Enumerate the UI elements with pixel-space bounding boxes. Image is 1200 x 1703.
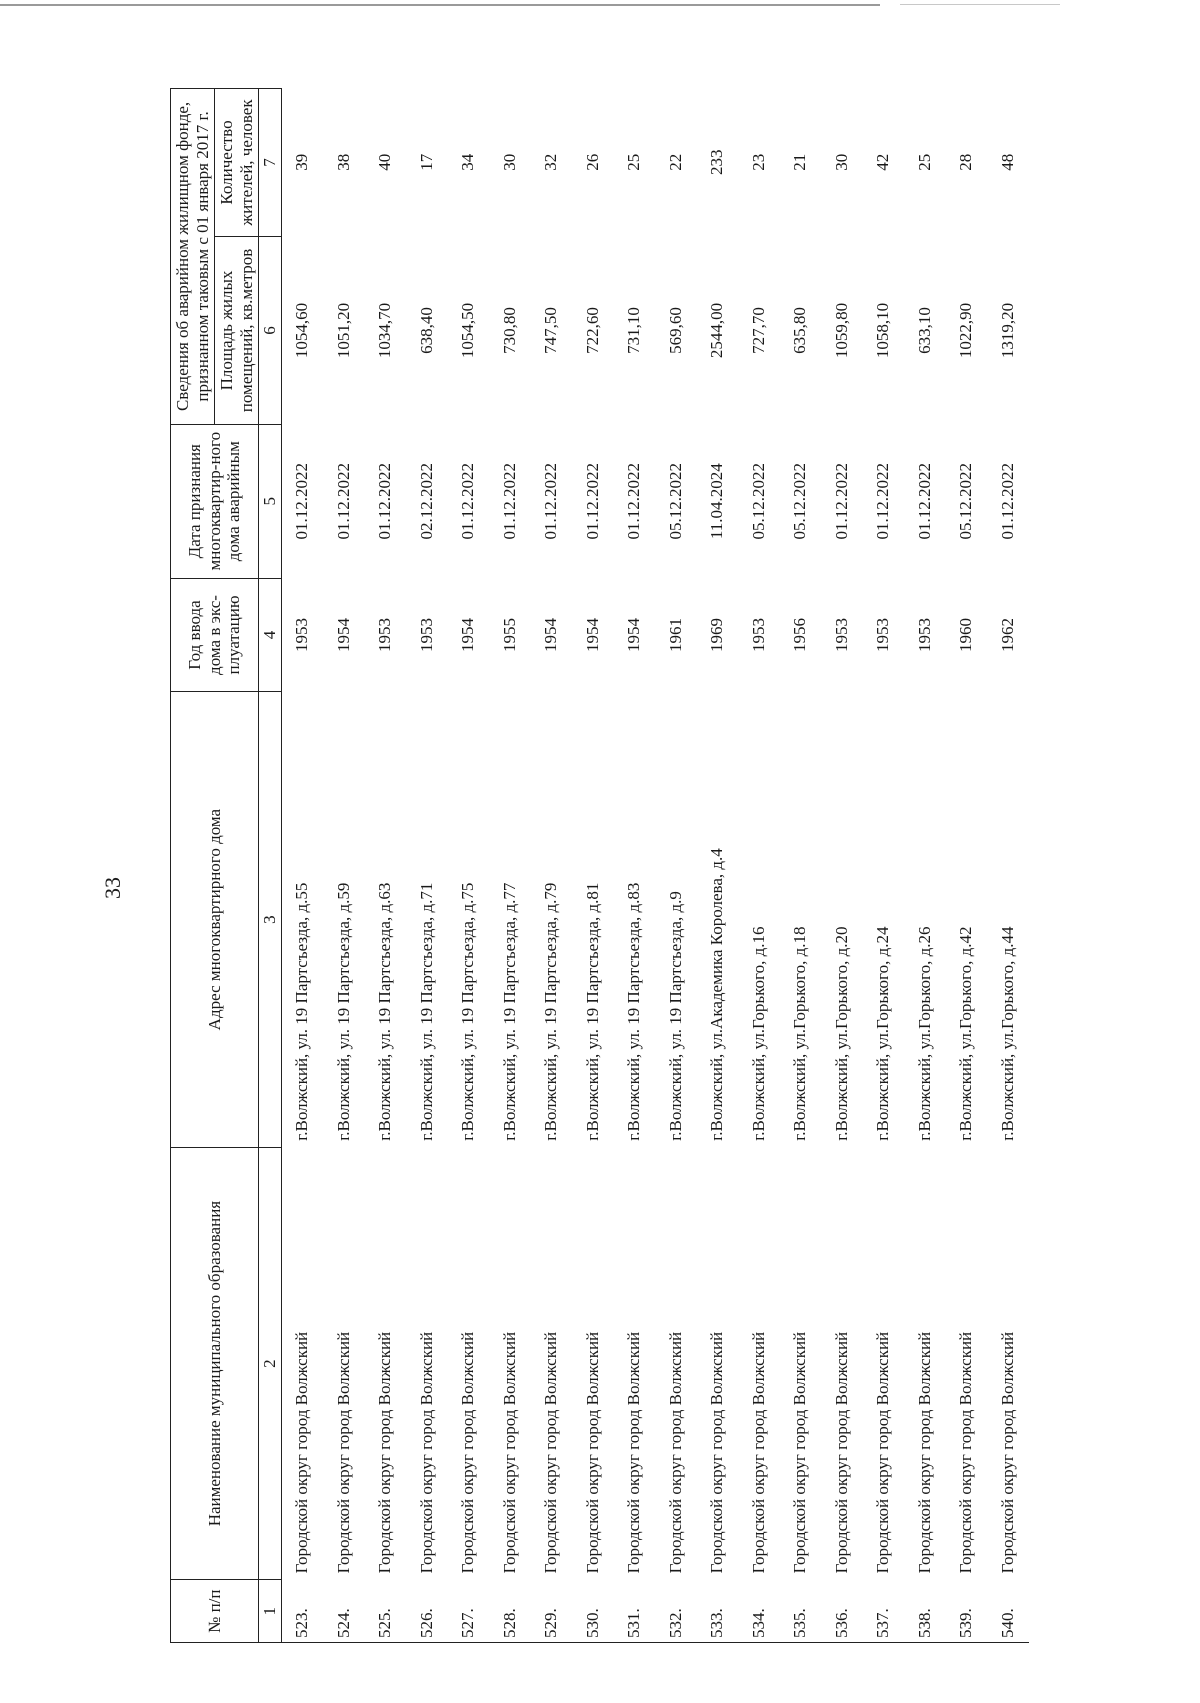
municipality-name: Городской округ город Волжский (333, 1331, 353, 1574)
row-number: 525. (365, 1580, 407, 1643)
commission-year: 1960 (956, 617, 976, 652)
house-address: г.Волжский, ул. 19 Партсъезда, д.75 (458, 882, 478, 1141)
municipality-name: Городской округ город Волжский (831, 1331, 851, 1574)
residents-count: 32 (541, 153, 561, 171)
municipality-name: Городской округ город Волжский (748, 1331, 768, 1574)
living-area: 1058,10 (873, 302, 893, 359)
emergency-date: 01.12.2022 (458, 462, 478, 540)
house-address: г.Волжский, ул. 19 Партсъезда, д.55 (281, 692, 323, 1147)
table-row (738, 89, 780, 1643)
residents-count: 39 (281, 89, 323, 237)
column-number: 1 (259, 1580, 282, 1643)
table-row (365, 89, 407, 1643)
row-number: 535. (780, 1580, 822, 1643)
header-area: Площадь жилых помещений, кв.метров (215, 237, 259, 425)
house-address: г.Волжский, ул. 19 Партсъезда, д.83 (624, 882, 644, 1141)
header-date: Дата признания многоквартир-ного дома аварийным (171, 424, 259, 578)
emergency-date: 01.12.2022 (582, 462, 602, 540)
municipality-name: Городской округ город Волжский (582, 1331, 602, 1574)
emergency-date: 01.12.2022 (541, 462, 561, 540)
emergency-date: 02.12.2022 (416, 462, 436, 540)
table-row (489, 89, 531, 1643)
house-address: г.Волжский, ул. 19 Партсъезда, д.59 (333, 882, 353, 1141)
living-area: 747,50 (541, 307, 561, 354)
table-row (697, 89, 739, 1643)
house-address: г.Волжский, ул.Горького, д.16 (748, 926, 768, 1141)
header-num: № п/п (171, 1580, 259, 1643)
commission-year: 1956 (790, 617, 810, 652)
row-number: 532. (655, 1580, 697, 1643)
living-area: 727,70 (748, 307, 768, 354)
header-year: Год ввода дома в экс-плуатацию (171, 578, 259, 692)
table-row (448, 89, 490, 1643)
living-area: 1054,60 (281, 237, 323, 425)
row-number: 524. (323, 1580, 365, 1643)
table-row (946, 89, 988, 1643)
commission-year: 1953 (873, 617, 893, 652)
row-number: 523. (281, 1580, 323, 1643)
residents-count: 34 (458, 153, 478, 171)
municipality-name: Городской округ город Волжский (416, 1331, 436, 1574)
row-number: 531. (614, 1580, 656, 1643)
commission-year: 1961 (665, 617, 685, 652)
emergency-date: 01.12.2022 (499, 462, 519, 540)
living-area: 638,40 (416, 307, 436, 354)
row-number: 539. (946, 1580, 988, 1643)
table-row (614, 89, 656, 1643)
municipality-name: Городской округ город Волжский (458, 1331, 478, 1574)
commission-year: 1969 (707, 617, 727, 652)
municipality-name: Городской округ город Волжский (873, 1331, 893, 1574)
residents-count: 22 (665, 153, 685, 171)
column-number: 2 (259, 1147, 282, 1580)
commission-year: 1954 (541, 617, 561, 652)
residents-count: 25 (914, 153, 934, 171)
table-row (863, 89, 905, 1643)
column-number: 5 (259, 424, 282, 578)
emergency-date: 01.12.2022 (997, 462, 1017, 540)
emergency-date: 05.12.2022 (790, 462, 810, 540)
living-area: 1022,90 (956, 302, 976, 359)
living-area: 730,80 (499, 307, 519, 354)
emergency-date: 01.12.2022 (914, 462, 934, 540)
house-address: г.Волжский, ул.Горького, д.26 (914, 926, 934, 1141)
column-number: 4 (259, 578, 282, 692)
house-address: г.Волжский, ул. 19 Партсъезда, д.9 (665, 891, 685, 1141)
row-number: 538. (904, 1580, 946, 1643)
commission-year: 1953 (416, 617, 436, 652)
commission-year: 1953 (375, 617, 395, 652)
emergency-date: 05.12.2022 (665, 462, 685, 540)
row-number: 530. (572, 1580, 614, 1643)
emergency-date: 01.12.2022 (333, 462, 353, 540)
living-area: 1034,70 (375, 302, 395, 359)
house-address: г.Волжский, ул. 19 Партсъезда, д.71 (416, 882, 436, 1141)
house-address: г.Волжский, ул.Горького, д.18 (790, 926, 810, 1141)
house-address: г.Волжский, ул.Горького, д.24 (873, 926, 893, 1141)
table-row (281, 89, 323, 1643)
table-row (406, 89, 448, 1643)
emergency-date: 01.12.2022 (873, 462, 893, 540)
emergency-housing-table (170, 88, 1029, 1643)
row-number: 540. (987, 1580, 1029, 1643)
residents-count: 30 (499, 153, 519, 171)
table-row (531, 89, 573, 1643)
living-area: 635,80 (790, 307, 810, 354)
residents-count: 233 (707, 149, 727, 176)
header-address: Адрес многоквартирного дома (171, 692, 259, 1147)
row-number: 533. (697, 1580, 739, 1643)
living-area: 722,60 (582, 307, 602, 354)
municipality-name: Городской округ город Волжский (541, 1331, 561, 1574)
residents-count: 40 (375, 153, 395, 171)
municipality-name: Городской округ город Волжский (375, 1331, 395, 1574)
residents-count: 30 (831, 153, 851, 171)
table-row (987, 89, 1029, 1643)
residents-count: 38 (333, 153, 353, 171)
emergency-date: 05.12.2022 (748, 462, 768, 540)
emergency-date: 01.12.2022 (375, 462, 395, 540)
row-number: 526. (406, 1580, 448, 1643)
house-address: г.Волжский, ул. 19 Партсъезда, д.79 (541, 882, 561, 1141)
municipality-name: Городской округ город Волжский (997, 1331, 1017, 1574)
residents-count: 25 (624, 153, 644, 171)
table-row (572, 89, 614, 1643)
header-municipality: Наименование муниципального образования (171, 1147, 259, 1580)
living-area: 633,10 (914, 307, 934, 354)
table-row (323, 89, 365, 1643)
column-number: 7 (259, 89, 282, 237)
house-address: г.Волжский, ул.Горького, д.44 (997, 926, 1017, 1141)
house-address: г.Волжский, ул. 19 Партсъезда, д.81 (582, 882, 602, 1141)
table-row (821, 89, 863, 1643)
row-number: 536. (821, 1580, 863, 1643)
emergency-date: 01.12.2022 (831, 462, 851, 540)
municipality-name: Городской округ город Волжский (707, 1331, 727, 1574)
residents-count: 28 (956, 153, 976, 171)
row-number: 537. (863, 1580, 905, 1643)
table-row (780, 89, 822, 1643)
row-number: 534. (738, 1580, 780, 1643)
living-area: 731,10 (624, 307, 644, 354)
living-area: 2544,00 (707, 302, 727, 359)
commission-year: 1954 (458, 617, 478, 652)
residents-count: 26 (582, 153, 602, 171)
municipality-name: Городской округ город Волжский (914, 1331, 934, 1574)
page-number: 33 (100, 877, 125, 899)
living-area: 569,60 (665, 307, 685, 354)
municipality-name: Городской округ город Волжский (624, 1331, 644, 1574)
column-number: 6 (259, 237, 282, 425)
commission-year: 1953 (914, 617, 934, 652)
living-area: 1319,20 (997, 302, 1017, 359)
emergency-date: 01.12.2022 (281, 424, 323, 578)
house-address: г.Волжский, ул. 19 Партсъезда, д.63 (375, 882, 395, 1141)
living-area: 1059,80 (831, 302, 851, 359)
emergency-date: 05.12.2022 (956, 462, 976, 540)
residents-count: 48 (997, 153, 1017, 171)
commission-year: 1953 (748, 617, 768, 652)
house-address: г.Волжский, ул.Горького, д.20 (831, 926, 851, 1141)
row-number: 529. (531, 1580, 573, 1643)
house-address: г.Волжский, ул.Горького, д.42 (956, 926, 976, 1141)
table-row (904, 89, 946, 1643)
commission-year: 1953 (831, 617, 851, 652)
commission-year: 1962 (997, 617, 1017, 652)
header-fund-group: Сведения об аварийном жилищном фонде, признанном таковым с 01 января 2017 г. (171, 89, 215, 425)
table-row (655, 89, 697, 1643)
emergency-date: 11.04.2024 (707, 463, 727, 540)
commission-year: 1955 (499, 617, 519, 652)
municipality-name: Городской округ город Волжский (790, 1331, 810, 1574)
commission-year: 1954 (624, 617, 644, 652)
municipality-name: Городской округ город Волжский (281, 1147, 323, 1580)
emergency-date: 01.12.2022 (624, 462, 644, 540)
row-number: 527. (448, 1580, 490, 1643)
municipality-name: Городской округ город Волжский (956, 1331, 976, 1574)
municipality-name: Городской округ город Волжский (499, 1331, 519, 1574)
municipality-name: Городской округ город Волжский (665, 1331, 685, 1574)
residents-count: 21 (790, 153, 810, 171)
commission-year: 1954 (333, 617, 353, 652)
residents-count: 42 (873, 153, 893, 171)
living-area: 1054,50 (458, 302, 478, 359)
residents-count: 17 (416, 153, 436, 171)
house-address: г.Волжский, ул.Академика Королева, д.4 (707, 848, 727, 1141)
commission-year: 1954 (582, 617, 602, 652)
table-body (281, 89, 1029, 1643)
header-residents: Количество жителей, человек (215, 89, 259, 237)
column-number: 3 (259, 692, 282, 1147)
living-area: 1051,20 (333, 302, 353, 359)
row-number: 528. (489, 1580, 531, 1643)
house-address: г.Волжский, ул. 19 Партсъезда, д.77 (499, 882, 519, 1141)
residents-count: 23 (748, 153, 768, 171)
commission-year: 1953 (281, 578, 323, 692)
